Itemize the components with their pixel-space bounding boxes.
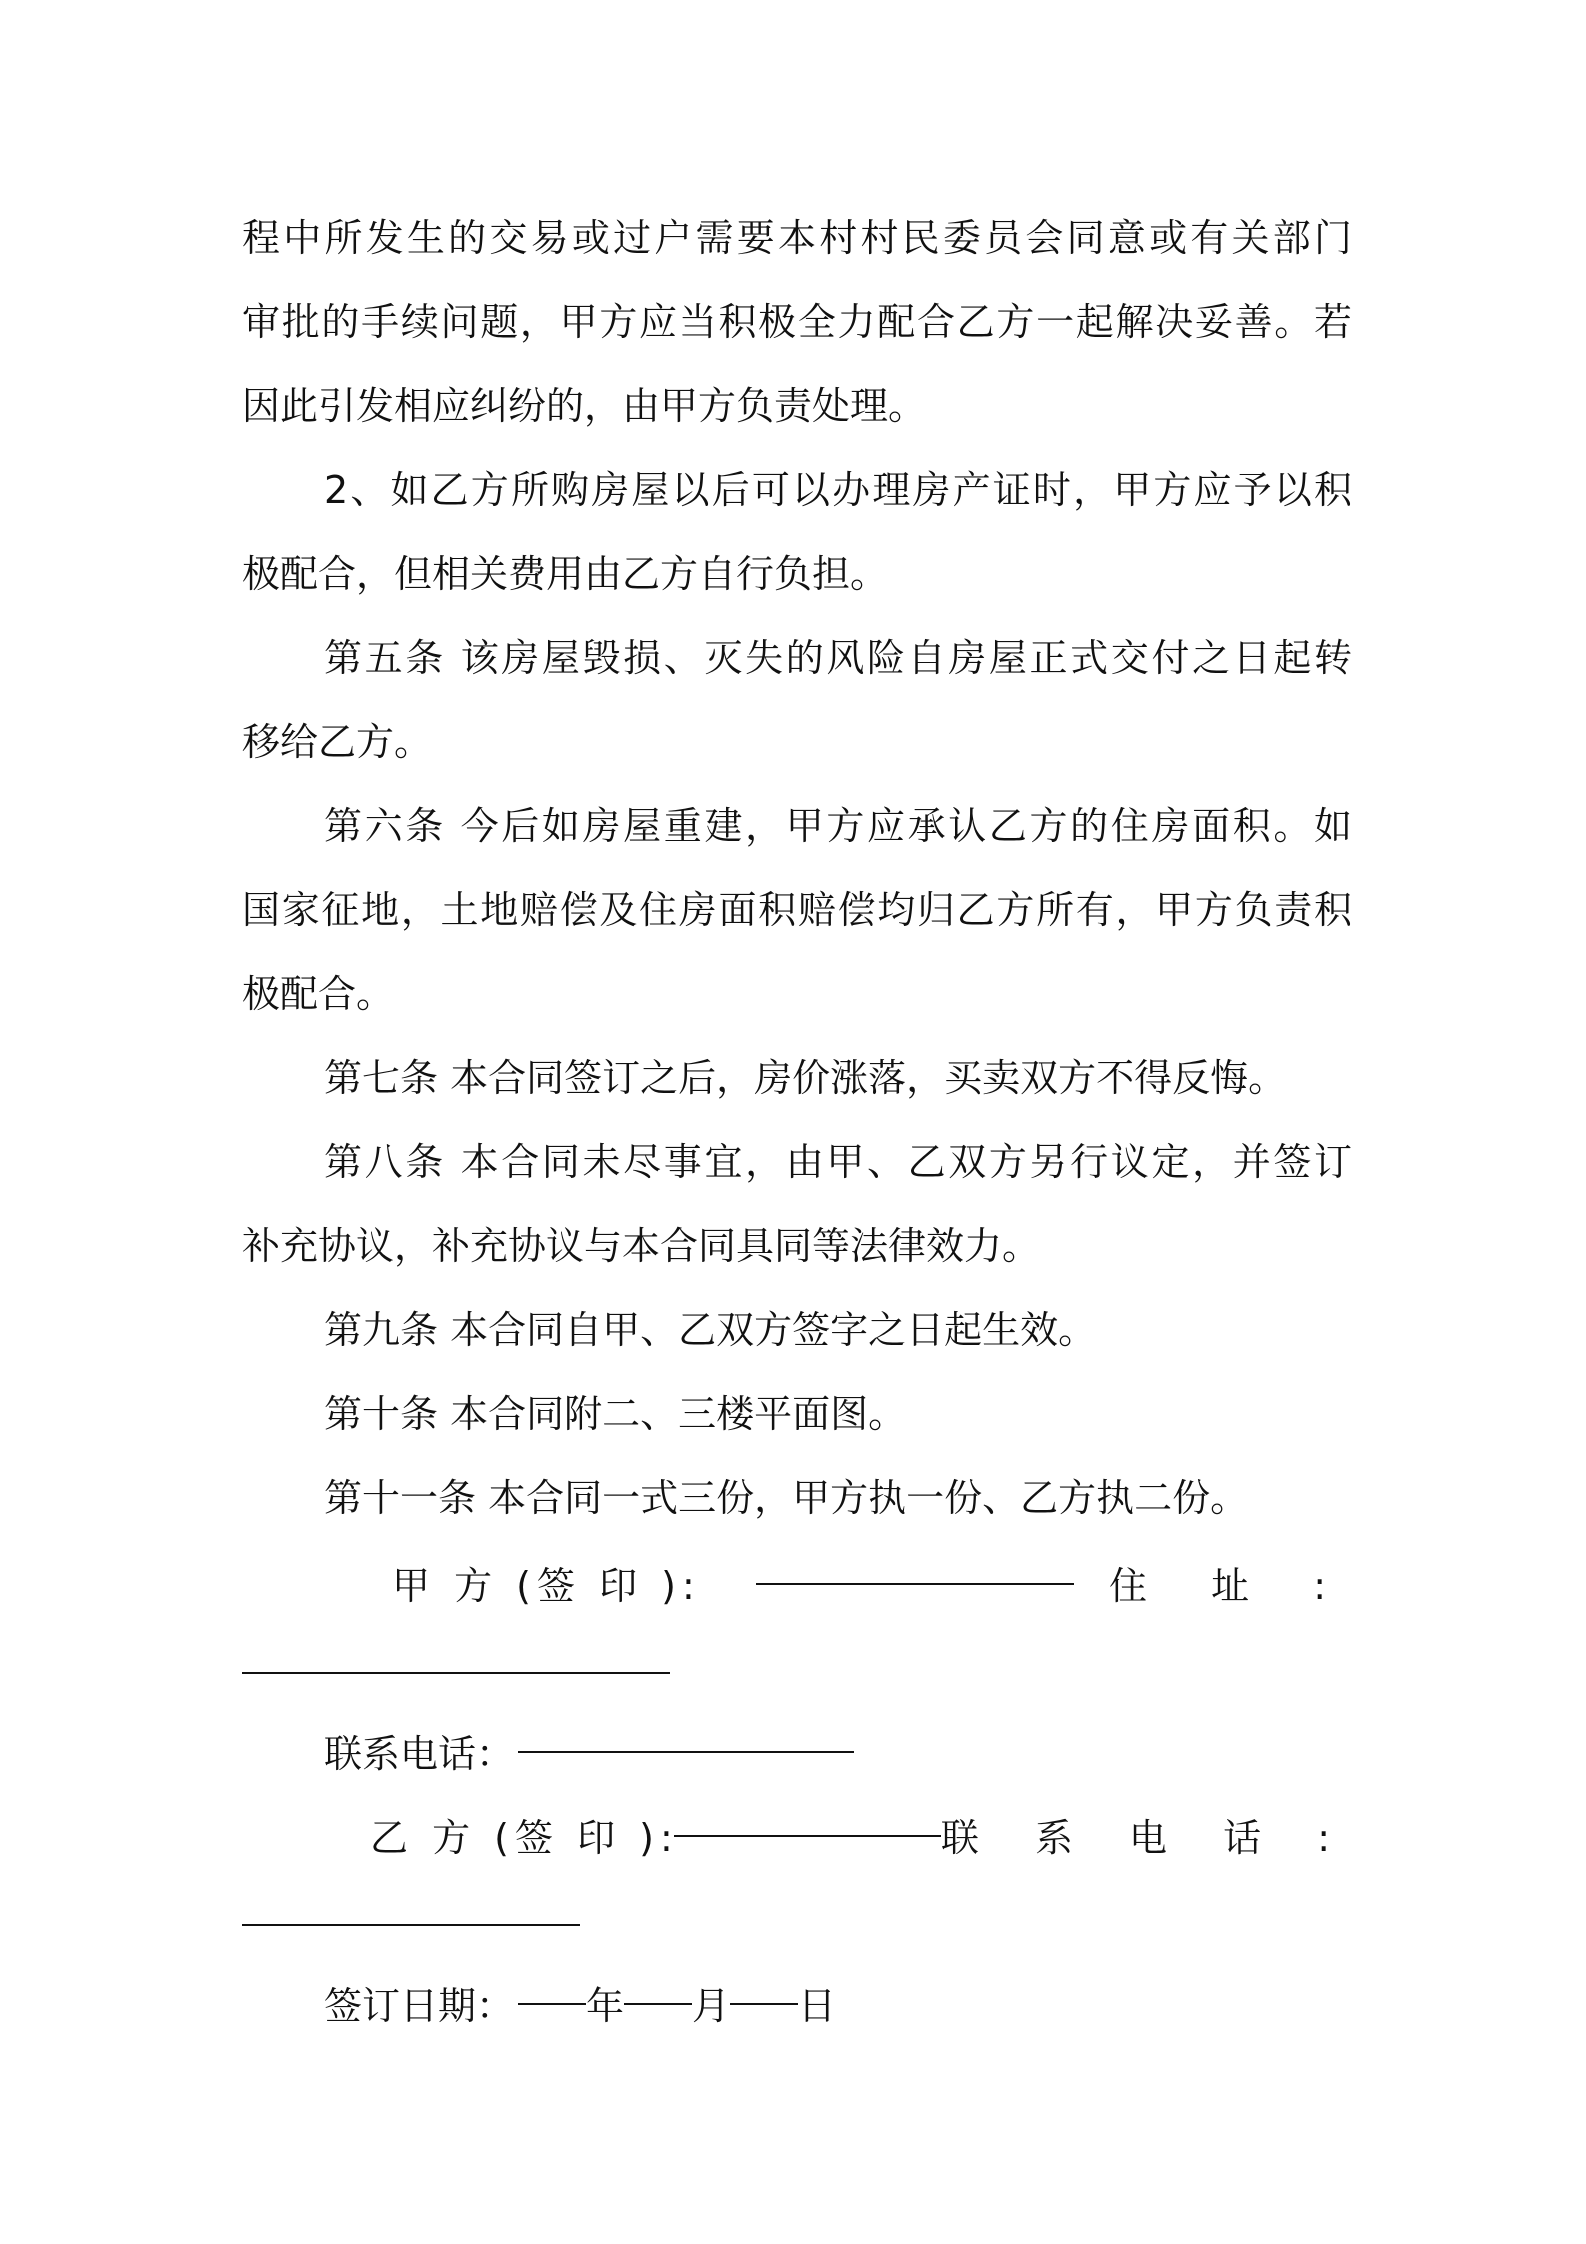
- party-b-signature-label: 乙 方 (签 印 ):: [370, 1815, 679, 1860]
- year-label: 年: [586, 1983, 625, 2028]
- article-11-line: 第十一条 本合同一式三份，甲方执一份、乙方执二份。: [324, 1476, 1249, 1520]
- article-8-line: 第八条 本合同未尽事宜，由甲、乙双方另行议定，并签订: [324, 1140, 1352, 1184]
- contract-page: [242, 196, 1352, 2044]
- signing-date-row: [242, 1960, 1352, 2044]
- clause-text-line: 审批的手续问题，甲方应当积极全力配合乙方一起解决妥善。若: [242, 300, 1352, 344]
- clause-text-line: 程中所发生的交易或过户需要本村村民委员会同意或有关部门: [242, 216, 1352, 260]
- address-blank-row: [242, 1624, 1352, 1708]
- party-b-phone-blank-row: [242, 1876, 1352, 1960]
- article-5-line: 移给乙方。: [242, 720, 433, 764]
- clause-text-line: 2、如乙方所购房屋以后可以办理房产证时，甲方应予以积: [324, 468, 1352, 512]
- party-b-signature-blank: [674, 1831, 941, 1837]
- address-blank: [242, 1668, 670, 1674]
- article-9-line: 第九条 本合同自甲、乙双方签字之日起生效。: [324, 1308, 1097, 1352]
- signing-date-label: 签订日期：: [324, 1983, 515, 2028]
- year-blank: [518, 1999, 586, 2005]
- clause-text-line: 因此引发相应纠纷的，由甲方负责处理。: [242, 384, 927, 428]
- party-a-signature-row: [242, 1540, 1352, 1624]
- article-8-line: 补充协议，补充协议与本合同具同等法律效力。: [242, 1224, 1041, 1268]
- month-blank: [624, 1999, 692, 2005]
- article-6-line: 第六条 今后如房屋重建，甲方应承认乙方的住房面积。如: [324, 804, 1352, 848]
- party-b-phone-blank: [242, 1920, 580, 1926]
- article-5-line: 第五条 该房屋毁损、灭失的风险自房屋正式交付之日起转: [324, 636, 1352, 680]
- clause-text-line: 极配合，但相关费用由乙方自行负担。: [242, 552, 889, 596]
- day-blank: [730, 1999, 798, 2005]
- party-a-phone-blank: [518, 1747, 854, 1753]
- party-a-signature-label: 甲 方 (签 印 ):: [392, 1563, 701, 1608]
- article-10-line: 第十条 本合同附二、三楼平面图。: [324, 1392, 907, 1436]
- article-6-line: 国家征地，土地赔偿及住房面积赔偿均归乙方所有，甲方负责积: [242, 888, 1352, 932]
- article-6-line: 极配合。: [242, 972, 395, 1016]
- party-a-phone-label: 联系电话：: [324, 1731, 515, 1776]
- party-b-signature-row: [242, 1792, 1352, 1876]
- party-b-phone-label: 联 系 电 话 :: [940, 1815, 1352, 1860]
- party-a-phone-row: [242, 1708, 1352, 1792]
- day-label: 日: [798, 1983, 837, 2028]
- article-7-line: 第七条 本合同签订之后，房价涨落，买卖双方不得反悔。: [324, 1056, 1287, 1100]
- party-a-signature-blank: [756, 1579, 1074, 1585]
- month-label: 月: [692, 1983, 731, 2028]
- address-label: 住 址 :: [1109, 1563, 1352, 1608]
